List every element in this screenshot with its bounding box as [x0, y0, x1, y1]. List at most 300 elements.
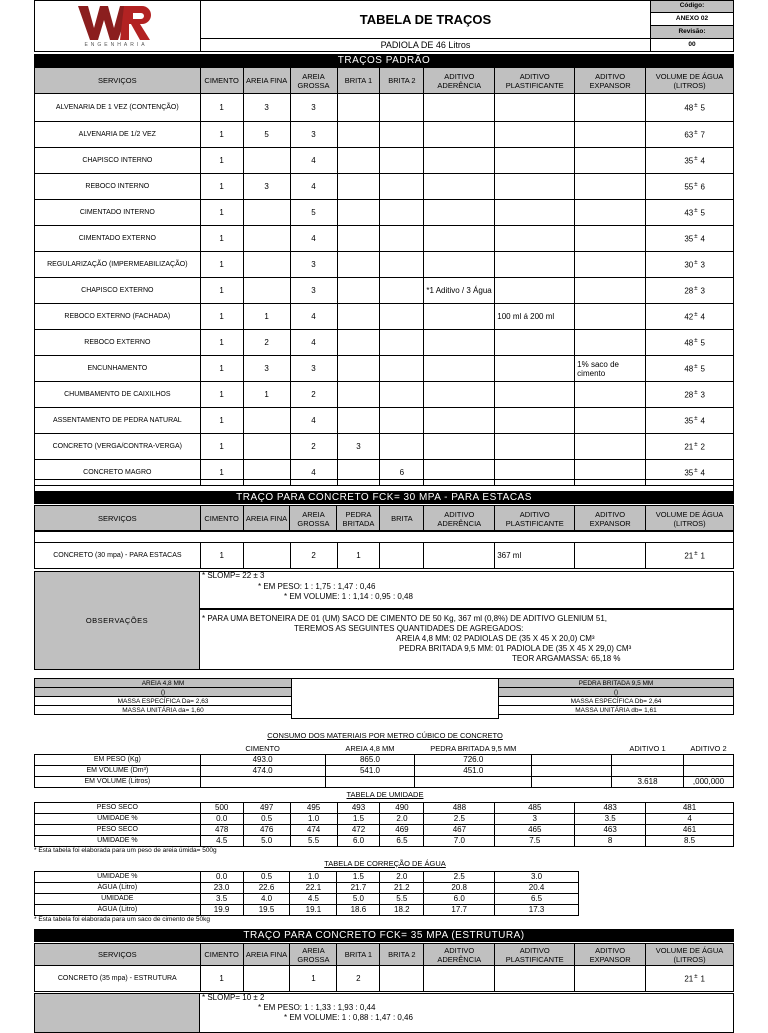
- cell-value: 483: [575, 803, 646, 814]
- column-header: AREIA FINA: [243, 944, 290, 966]
- water-volume: 35: [684, 156, 694, 166]
- column-header: ADITIVO 1: [629, 744, 666, 753]
- cell-af: 3: [243, 174, 290, 200]
- cell-value: 0.5: [243, 872, 290, 883]
- consumo-caption: CONSUMO DOS MATERIAIS POR METRO CÚBICO DE CONCRETO: [267, 731, 503, 740]
- cell-b2: [380, 966, 424, 992]
- column-header: ADITIVO 2: [690, 744, 727, 753]
- row-label: PESO SECO: [35, 803, 201, 814]
- water-volume: 48: [684, 338, 694, 348]
- cell-b2: [380, 330, 424, 356]
- cell-ad: *1 Aditivo / 3 Água: [424, 278, 495, 304]
- cell-ag: 3: [290, 122, 337, 148]
- cell-c: 1: [200, 434, 243, 460]
- cell-c: 1: [200, 94, 243, 122]
- table-row: [35, 382, 734, 408]
- water-volume: 48: [684, 103, 694, 113]
- cell-value: 22.6: [243, 883, 290, 894]
- column-header: ADITIVO PLASTIFICANTE: [495, 506, 575, 532]
- obs-divider: [199, 608, 734, 610]
- cell-value: 0.0: [200, 872, 243, 883]
- cell-value: 20.8: [424, 883, 495, 894]
- cell-af: [243, 226, 290, 252]
- cell-ex: [575, 252, 646, 278]
- pedra-paren: (): [499, 688, 734, 697]
- cell-value: 5.5: [290, 836, 337, 847]
- water-tolerance: 1: [700, 551, 705, 561]
- plus-minus-sign: ±: [694, 181, 698, 188]
- column-header: BRITA 2: [380, 68, 424, 94]
- cell-ex: [575, 304, 646, 330]
- cell-value: [683, 755, 733, 766]
- cell-value: 21.7: [337, 883, 380, 894]
- cell-value: 726.0: [415, 755, 532, 766]
- cell-ad: [424, 382, 495, 408]
- cell-value: 5.0: [337, 894, 380, 905]
- cell-b2: [380, 543, 424, 569]
- cell-b1: [337, 278, 380, 304]
- cell-af: [243, 200, 290, 226]
- obs-betoneira: * PARA UMA BETONEIRA DE 01 (UM) SACO DE CIMENTO DE 50 Kg, 367 ml (0,8%) DE ADITIVO GLENIUM 51,: [202, 614, 607, 623]
- consumo-table: [34, 744, 734, 788]
- cell-ex: [575, 94, 646, 122]
- cell-value: 500: [200, 803, 243, 814]
- cell-value: 8.5: [646, 836, 734, 847]
- cell-s: CIMENTADO INTERNO: [35, 200, 201, 226]
- cell-value: 476: [243, 825, 290, 836]
- row-label: PESO SECO: [35, 825, 201, 836]
- cell-ag: 2: [290, 382, 337, 408]
- cell-value: 6.5: [380, 836, 424, 847]
- section2-title: TRAÇO PARA CONCRETO FCK= 30 MPA - PARA ESTACAS: [34, 491, 734, 504]
- cell-value: 4: [646, 814, 734, 825]
- cell-b2: [380, 434, 424, 460]
- cell-ag: 4: [290, 148, 337, 174]
- cell-s: ALVENARIA DE 1 VEZ (CONTENÇÃO): [35, 94, 201, 122]
- cell-s: CONCRETO (VERGA/CONTRA-VERGA): [35, 434, 201, 460]
- cell-value: 3.5: [575, 814, 646, 825]
- cell-b2: [380, 304, 424, 330]
- water-volume: 63: [684, 130, 694, 140]
- column-header: CIMENTO: [245, 744, 280, 753]
- cell-ag: 4: [290, 330, 337, 356]
- cell-s: CHAPISCO EXTERNO: [35, 278, 201, 304]
- row-label: UMIDADE %: [35, 872, 201, 883]
- water-volume: 21: [684, 551, 694, 561]
- water-tolerance: 7: [700, 130, 705, 140]
- cell-ex: [575, 408, 646, 434]
- cell-value: 488: [424, 803, 495, 814]
- cell-b2: [380, 226, 424, 252]
- cell-value: [415, 777, 532, 788]
- cell-value: 2.0: [380, 872, 424, 883]
- water-tolerance: 5: [700, 103, 705, 113]
- water-volume: 42: [684, 312, 694, 322]
- row-label: UMIDADE %: [35, 814, 201, 825]
- cell-value: 3.0: [495, 872, 579, 883]
- cell-b1: [337, 356, 380, 382]
- column-header: ADITIVO PLASTIFICANTE: [495, 944, 575, 966]
- cell-b1: [337, 122, 380, 148]
- cell-af: 5: [243, 122, 290, 148]
- cell-s: CONCRETO MAGRO: [35, 460, 201, 486]
- cell-value: 467: [424, 825, 495, 836]
- cell-water: [646, 252, 734, 278]
- cell-ad: [424, 304, 495, 330]
- cell-ex: [575, 966, 646, 992]
- water-tolerance: 6: [700, 182, 705, 192]
- correcao-note: * Esta tabela foi elaborada para um saco de cimento de 50kg: [34, 916, 210, 923]
- cell-c: 1: [200, 330, 243, 356]
- cell-ad: [424, 174, 495, 200]
- water-volume: 30: [684, 260, 694, 270]
- cell-ad: [424, 966, 495, 992]
- cell-ex: [575, 382, 646, 408]
- table-row: [35, 226, 734, 252]
- cell-water: [646, 278, 734, 304]
- cell-water: [646, 356, 734, 382]
- row-label: ÁGUA (Litro): [35, 883, 201, 894]
- cell-s: CIMENTADO EXTERNO: [35, 226, 201, 252]
- column-header: [35, 744, 201, 755]
- column-header: ADITIVO EXPANSOR: [575, 944, 646, 966]
- cell-c: 1: [200, 356, 243, 382]
- cell-b2: 6: [380, 460, 424, 486]
- cell-water: [646, 174, 734, 200]
- table-row: [35, 883, 579, 894]
- table-row: [35, 122, 734, 148]
- water-volume: 48: [684, 364, 694, 374]
- umidade-note: * Esta tabela foi elaborada para um peso de areia úmida= 500g: [34, 847, 217, 854]
- cell-af: [243, 252, 290, 278]
- cell-water: [645, 543, 733, 569]
- cell-b1: [337, 200, 380, 226]
- cell-ag: 4: [290, 408, 337, 434]
- cell-value: 7.0: [424, 836, 495, 847]
- table-row: [35, 825, 734, 836]
- cell-ad: [424, 94, 495, 122]
- table-row: [35, 330, 734, 356]
- water-volume: 43: [684, 208, 694, 218]
- table-row: [35, 872, 579, 883]
- cell-ag: 5: [290, 200, 337, 226]
- cell-value: 485: [495, 803, 575, 814]
- obs-pedra: PEDRA BRITADA 9,5 MM: 01 PADIOLA DE (35 X 45 X 29,0) CM³: [399, 644, 632, 653]
- column-header: PEDRA BRITADA: [337, 506, 380, 532]
- table-row: [35, 434, 734, 460]
- table-row: [35, 200, 734, 226]
- cell-ex: [575, 543, 646, 569]
- cell-pl: [495, 434, 575, 460]
- water-tolerance: 5: [700, 364, 705, 374]
- cell-af: [243, 543, 290, 569]
- cell-c: 1: [200, 460, 243, 486]
- cell-value: [612, 766, 684, 777]
- estacas-table: [34, 505, 734, 532]
- cell-pl: [495, 382, 575, 408]
- column-header: [532, 744, 612, 755]
- obs-agregados: TEREMOS AS SEGUINTES QUANTIDADES DE AGREGADOS:: [294, 624, 524, 633]
- column-header: SERVIÇOS: [35, 944, 201, 966]
- column-header: ADITIVO ADERÊNCIA: [424, 68, 495, 94]
- row-label: UMIDADE %: [35, 836, 201, 847]
- cell-value: 5.0: [243, 836, 290, 847]
- cell-value: 463: [575, 825, 646, 836]
- table-row: [35, 543, 734, 569]
- pedra-props-table: [498, 678, 734, 715]
- plus-minus-sign: ±: [694, 129, 698, 136]
- cell-ad: [424, 434, 495, 460]
- row-label: EM VOLUME (Dm³): [35, 766, 201, 777]
- cell-value: 19.5: [243, 905, 290, 916]
- cell-value: [325, 777, 415, 788]
- cell-pl: 367 ml: [495, 543, 575, 569]
- cell-ad: [424, 252, 495, 278]
- column-header: AREIA FINA: [243, 506, 290, 532]
- cell-value: 3.618: [612, 777, 684, 788]
- cell-value: 6.5: [495, 894, 579, 905]
- cell-ad: [424, 330, 495, 356]
- cell-value: 0.0: [200, 814, 243, 825]
- obs-label: OBSERVAÇÕES: [85, 616, 149, 625]
- cell-value: 1.0: [290, 814, 337, 825]
- cell-pl: [495, 122, 575, 148]
- section3-title: TRAÇO PARA CONCRETO FCK= 35 MPA (ESTRUTURA): [34, 929, 734, 942]
- cell-value: 465: [495, 825, 575, 836]
- cell-value: 5.5: [380, 894, 424, 905]
- column-header: AREIA GROSSA: [290, 506, 337, 532]
- cell-water: [646, 226, 734, 252]
- cell-pl: [495, 148, 575, 174]
- cell-ag: 1: [290, 966, 337, 992]
- revisao-label: Revisão:: [678, 28, 706, 35]
- cell-value: 8: [575, 836, 646, 847]
- cell-value: 451.0: [415, 766, 532, 777]
- cell-ag: 3: [290, 278, 337, 304]
- plus-minus-sign: ±: [694, 337, 698, 344]
- cell-s: REGULARIZAÇÃO (IMPERMEABILIZAÇÃO): [35, 252, 201, 278]
- water-volume: 35: [684, 468, 694, 478]
- cell-value: 493.0: [200, 755, 325, 766]
- row-label: ÁGUA (Litro): [35, 905, 201, 916]
- table-row: [35, 94, 734, 122]
- correcao-table: [34, 871, 579, 916]
- water-volume: 21: [684, 974, 694, 984]
- cell-pl: 100 ml á 200 ml: [495, 304, 575, 330]
- column-header: AREIA FINA: [243, 68, 290, 94]
- cell-ex: [575, 148, 646, 174]
- cell-value: 865.0: [325, 755, 415, 766]
- cell-value: 19.1: [290, 905, 337, 916]
- cell-c: 1: [200, 174, 243, 200]
- cell-af: [243, 278, 290, 304]
- cell-ex: [575, 200, 646, 226]
- cell-value: 22.1: [290, 883, 337, 894]
- cell-ex: [575, 434, 646, 460]
- estacas-row-table: [34, 542, 734, 569]
- cell-value: 1.5: [337, 872, 380, 883]
- cell-value: 472: [337, 825, 380, 836]
- cell-value: 493: [337, 803, 380, 814]
- cell-c: 1: [200, 200, 243, 226]
- table-row: [35, 148, 734, 174]
- cell-value: [532, 777, 612, 788]
- cell-c: 1: [200, 226, 243, 252]
- cell-ex: [575, 174, 646, 200]
- column-header: AREIA GROSSA: [290, 944, 337, 966]
- table-row: [35, 766, 734, 777]
- cell-value: 6.0: [424, 894, 495, 905]
- column-header: CIMENTO: [200, 944, 243, 966]
- obs3-label-box: [34, 993, 200, 1033]
- cell-value: [532, 755, 612, 766]
- water-volume: 28: [684, 286, 694, 296]
- cell-c: 1: [200, 304, 243, 330]
- cell-value: 4.5: [200, 836, 243, 847]
- section1-title: TRAÇOS PADRÃO: [34, 54, 734, 67]
- water-tolerance: 4: [700, 416, 705, 426]
- cell-value: 7.5: [495, 836, 575, 847]
- cell-b1: [337, 252, 380, 278]
- water-tolerance: 5: [700, 338, 705, 348]
- cell-ag: 2: [290, 543, 337, 569]
- row-label: EM PESO (Kg): [35, 755, 201, 766]
- column-header: BRITA 2: [380, 944, 424, 966]
- cell-pl: [495, 94, 575, 122]
- cell-s: REBOCO INTERNO: [35, 174, 201, 200]
- cell-pl: [495, 252, 575, 278]
- cell-value: 541.0: [325, 766, 415, 777]
- page-title: TABELA DE TRAÇOS: [359, 12, 492, 27]
- table-row: [35, 966, 734, 992]
- cell-ag: 3: [290, 356, 337, 382]
- table-row: [35, 744, 734, 755]
- column-header: ADITIVO ADERÊNCIA: [424, 944, 495, 966]
- cell-ad: [424, 122, 495, 148]
- cell-value: 17.7: [424, 905, 495, 916]
- cell-pl: [495, 330, 575, 356]
- cell-ex: [575, 278, 646, 304]
- table-row: [35, 252, 734, 278]
- cell-value: 3.5: [200, 894, 243, 905]
- cell-b2: [380, 356, 424, 382]
- correcao-caption: TABELA DE CORREÇÃO DE ÁGUA: [324, 859, 446, 868]
- cell-value: 495: [290, 803, 337, 814]
- water-tolerance: 3: [700, 390, 705, 400]
- cell-ag: 4: [290, 460, 337, 486]
- table-row: [35, 278, 734, 304]
- cell-af: 3: [243, 356, 290, 382]
- cell-value: 2.0: [380, 814, 424, 825]
- cell-af: 2: [243, 330, 290, 356]
- cell-af: [243, 408, 290, 434]
- cell-value: 18.2: [380, 905, 424, 916]
- obs3-em-peso: * EM PESO: 1 : 1,33 : 1,93 : 0,44: [258, 1003, 376, 1012]
- table-row: [35, 777, 734, 788]
- cell-value: 21.2: [380, 883, 424, 894]
- cell-value: 19.9: [200, 905, 243, 916]
- tracos-padrao-table: [34, 67, 734, 486]
- cell-pl: [495, 408, 575, 434]
- plus-minus-sign: ±: [694, 363, 698, 370]
- areia-massa-especifica: MASSA ESPECÍFICA Da= 2,63: [35, 697, 292, 706]
- plus-minus-sign: ±: [694, 973, 698, 980]
- cell-s: CONCRETO (35 mpa) - ESTRUTURA: [35, 966, 201, 992]
- column-header: PEDRA BRITADA 9,5 MM: [430, 744, 517, 753]
- plus-minus-sign: ±: [694, 155, 698, 162]
- areia-props-table: [34, 678, 292, 715]
- column-header: VOLUME DE ÁGUA (LITROS): [646, 944, 734, 966]
- cell-s: ALVENARIA DE 1/2 VEZ: [35, 122, 201, 148]
- cell-value: 0.5: [243, 814, 290, 825]
- cell-s: REBOCO EXTERNO (FACHADA): [35, 304, 201, 330]
- cell-af: [243, 148, 290, 174]
- props-middle-box: [291, 678, 499, 719]
- cell-value: 1.5: [337, 814, 380, 825]
- cell-ag: 3: [290, 252, 337, 278]
- plus-minus-sign: ±: [694, 415, 698, 422]
- cell-af: [243, 434, 290, 460]
- cell-b1: [337, 226, 380, 252]
- cell-c: 1: [200, 148, 243, 174]
- plus-minus-sign: ±: [694, 285, 698, 292]
- cell-ad: [424, 356, 495, 382]
- cell-water: [646, 330, 734, 356]
- cell-water: [646, 200, 734, 226]
- table-row: [35, 304, 734, 330]
- row-label: EM VOLUME (Litros): [35, 777, 201, 788]
- water-tolerance: 3: [700, 260, 705, 270]
- cell-value: 461: [646, 825, 734, 836]
- cell-ag: 4: [290, 174, 337, 200]
- cell-b1: [337, 304, 380, 330]
- cell-value: ,000,000: [683, 777, 733, 788]
- column-header: ADITIVO EXPANSOR: [575, 506, 646, 532]
- cell-water: [646, 304, 734, 330]
- water-tolerance: 2: [700, 442, 705, 452]
- obs-teor: TEOR ARGAMASSA: 65,18 %: [512, 654, 621, 663]
- cell-b1: 1: [337, 543, 380, 569]
- cell-pl: [495, 174, 575, 200]
- table-row: [35, 408, 734, 434]
- cell-s: CHUMBAMENTO DE CAIXILHOS: [35, 382, 201, 408]
- cell-b2: [380, 382, 424, 408]
- cell-ad: [424, 408, 495, 434]
- water-tolerance: 4: [700, 468, 705, 478]
- cell-pl: [495, 200, 575, 226]
- cell-ex: 1% saco de cimento: [575, 356, 646, 382]
- water-tolerance: 5: [700, 208, 705, 218]
- cell-s: ASSENTAMENTO DE PEDRA NATURAL: [35, 408, 201, 434]
- cell-c: 1: [200, 278, 243, 304]
- cell-pl: [495, 966, 575, 992]
- plus-minus-sign: ±: [694, 259, 698, 266]
- cell-water: [646, 122, 734, 148]
- cell-value: 6.0: [337, 836, 380, 847]
- cell-value: [532, 766, 612, 777]
- cell-value: 2.5: [424, 814, 495, 825]
- cell-b2: [380, 278, 424, 304]
- cell-ex: [575, 330, 646, 356]
- cell-value: [200, 777, 325, 788]
- cell-b2: [380, 252, 424, 278]
- cell-value: 3: [495, 814, 575, 825]
- cell-value: 481: [646, 803, 734, 814]
- plus-minus-sign: ±: [694, 311, 698, 318]
- plus-minus-sign: ±: [694, 233, 698, 240]
- estrutura-table: [34, 943, 734, 992]
- cell-pl: [495, 278, 575, 304]
